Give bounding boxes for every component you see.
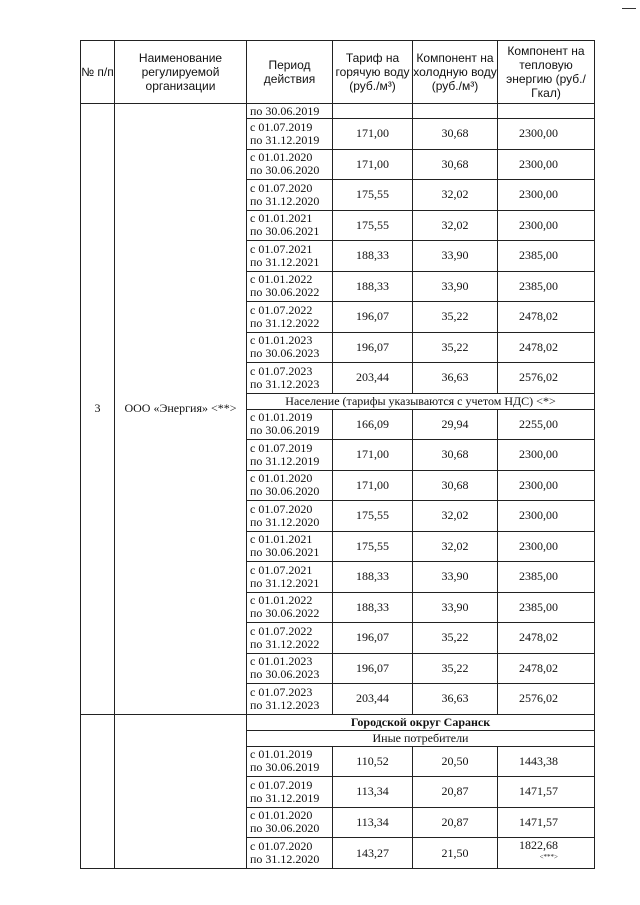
heat-value: 2478,02 [498,332,595,363]
tariff-value: 171,00 [333,440,413,471]
section-row [81,714,595,730]
period-cell: по 30.06.2019 [247,104,333,119]
cold-value: 35,22 [413,653,498,684]
period-from: с 01.07.2019 [250,777,313,792]
heat-value: 2576,02 [498,684,595,715]
period-to: по 30.06.2019 [250,760,320,775]
period-to: по 31.12.2019 [250,790,320,805]
heat-value: 2478,02 [498,302,595,333]
period-to: по 30.06.2020 [250,163,320,178]
cold-value: 30,68 [413,149,498,180]
period-from: с 01.01.2020 [250,471,313,486]
header-cold: Компонент на холодную воду (руб./м³) [413,41,498,104]
heat-value: 2300,00 [498,470,595,501]
period-to: по 30.06.2022 [250,606,320,621]
cold-value: 33,90 [413,592,498,623]
heat-value: 2300,00 [498,440,595,471]
period-from: с 01.07.2019 [250,119,313,134]
cold-value [413,104,498,119]
cold-value: 32,02 [413,180,498,211]
heat-value-text: 1822,68 [519,838,558,852]
scan-mark [622,8,636,9]
cold-value: 36,63 [413,684,498,715]
row-number-empty [81,714,115,869]
cold-value: 20,87 [413,777,498,808]
cold-value: 32,02 [413,210,498,241]
period-from: с 01.01.2019 [250,747,313,762]
heat-value: 2576,02 [498,363,595,394]
cold-value: 29,94 [413,409,498,440]
period-to: по 30.06.2020 [250,484,320,499]
cold-value: 35,22 [413,302,498,333]
period-cell [247,409,333,440]
cold-value: 33,90 [413,562,498,593]
period-from: с 01.01.2022 [250,272,313,287]
tariff-value: 113,34 [333,807,413,838]
period-cell [247,302,333,333]
period-cell [247,653,333,684]
period-from: с 01.01.2023 [250,333,313,348]
header-row [81,41,595,104]
period-to: по 30.06.2022 [250,285,320,300]
period-from: с 01.01.2022 [250,593,313,608]
period-cell [247,562,333,593]
tariff-value: 196,07 [333,332,413,363]
period-cell [247,838,333,869]
heat-value: 1471,57 [498,777,595,808]
period-from: с 01.07.2020 [250,839,313,853]
period-to: по 30.06.2019 [250,423,320,438]
heat-value: 1471,57 [498,807,595,838]
heat-value: 2300,00 [498,210,595,241]
period-to: по 30.06.2021 [250,224,320,239]
period-cell [247,501,333,532]
cold-value: 30,68 [413,470,498,501]
period-cell [247,746,333,777]
cold-value: 20,50 [413,746,498,777]
period-cell [247,332,333,363]
period-cell [247,470,333,501]
tariff-value: 196,07 [333,623,413,654]
period-from: с 01.01.2020 [250,808,313,823]
period-from: с 01.07.2019 [250,440,313,455]
period-to: по 31.12.2023 [250,376,320,391]
tariff-value: 175,55 [333,210,413,241]
period-to: по 31.12.2020 [250,193,320,208]
heat-value: 2385,00 [498,241,595,272]
period-cell [247,363,333,394]
period-cell [247,271,333,302]
tariff-value [333,104,413,119]
heat-value: 2385,00 [498,592,595,623]
period-to: по 31.12.2022 [250,315,320,330]
tariff-value: 196,07 [333,653,413,684]
tariff-value: 143,27 [333,838,413,869]
heat-value: 2478,02 [498,653,595,684]
cold-value: 20,87 [413,807,498,838]
header-heat: Компонент на тепловую энергию (руб./Гкал) [498,41,595,104]
period-cell [247,531,333,562]
tariff-value: 171,00 [333,119,413,150]
heat-value: 2385,00 [498,562,595,593]
cold-value: 35,22 [413,332,498,363]
organization-empty [115,714,247,869]
period-from: с 01.01.2021 [250,211,313,226]
period-to: по 31.12.2020 [250,852,320,866]
period-to: по 31.12.2023 [250,697,320,712]
cold-value: 32,02 [413,531,498,562]
row-number: 3 [81,104,115,715]
period-cell [247,119,333,150]
tariff-value: 175,55 [333,501,413,532]
period-to: по 31.12.2021 [250,254,320,269]
tariff-value: 188,33 [333,592,413,623]
heat-value: 2478,02 [498,623,595,654]
period-from: с 01.07.2021 [250,241,313,256]
period-to: по 31.12.2019 [250,453,320,468]
period-from: с 01.01.2021 [250,532,313,547]
header-period: Период действия [247,41,333,104]
period-cell [247,440,333,471]
period-cell [247,807,333,838]
heat-value [498,838,595,869]
tariff-value: 166,09 [333,409,413,440]
tariff-value: 171,00 [333,470,413,501]
heat-value [498,104,595,119]
tariff-value: 188,33 [333,562,413,593]
period-cell [247,777,333,808]
tariff-value: 175,55 [333,531,413,562]
cold-value: 32,02 [413,501,498,532]
period-to: по 30.06.2023 [250,346,320,361]
heat-value: 2300,00 [498,501,595,532]
tariff-value: 110,52 [333,746,413,777]
period-to: по 30.06.2020 [250,821,320,836]
period-from: с 01.07.2021 [250,562,313,577]
cold-value: 30,68 [413,440,498,471]
tariff-value: 203,44 [333,363,413,394]
organization-name: ООО «Энергия» <**> [115,104,247,715]
period-from: с 01.01.2020 [250,150,313,165]
heat-value: 2385,00 [498,271,595,302]
period-from: с 01.07.2023 [250,363,313,378]
tariff-table [80,40,595,869]
cold-value: 30,68 [413,119,498,150]
period-cell [247,684,333,715]
section-other: Иные потребители [247,730,595,746]
period-from: с 01.07.2022 [250,302,313,317]
footnote-mark: <***> [539,853,558,861]
tariff-value: 171,00 [333,149,413,180]
cold-value: 33,90 [413,271,498,302]
table-row [81,104,595,119]
header-org: Наименование регулируемой организации [115,41,247,104]
period-cell [247,149,333,180]
period-to: по 31.12.2022 [250,636,320,651]
cold-value: 33,90 [413,241,498,272]
period-to: по 30.06.2021 [250,545,320,560]
header-num: № п/п [81,41,115,104]
cold-value: 36,63 [413,363,498,394]
period-to: по 30.06.2023 [250,667,320,682]
period-to: по 31.12.2020 [250,514,320,529]
tariff-value: 175,55 [333,180,413,211]
tariff-value: 188,33 [333,241,413,272]
heat-value: 2255,00 [498,409,595,440]
heat-value: 2300,00 [498,180,595,211]
section-population: Население (тарифы указываются с учетом НДС) <*> [247,393,595,409]
cold-value: 21,50 [413,838,498,869]
cold-value: 35,22 [413,623,498,654]
period-from: с 01.07.2020 [250,180,313,195]
period-from: с 01.07.2020 [250,501,313,516]
period-cell [247,241,333,272]
period-cell [247,180,333,211]
tariff-value: 188,33 [333,271,413,302]
period-cell [247,210,333,241]
tariff-value: 196,07 [333,302,413,333]
heat-value: 1443,38 [498,746,595,777]
period-from: с 01.01.2023 [250,654,313,669]
period-from: с 01.07.2022 [250,623,313,638]
period-to: по 31.12.2021 [250,575,320,590]
heat-value: 2300,00 [498,149,595,180]
tariff-value: 113,34 [333,777,413,808]
period-from: с 01.01.2019 [250,410,313,425]
period-from: с 01.07.2023 [250,684,313,699]
heat-value: 2300,00 [498,531,595,562]
section-city: Городской округ Саранск [247,714,595,730]
period-cell [247,592,333,623]
header-tariff: Тариф на горячую воду (руб./м³) [333,41,413,104]
tariff-value: 203,44 [333,684,413,715]
heat-value: 2300,00 [498,119,595,150]
period-to: по 31.12.2019 [250,132,320,147]
period-cell [247,623,333,654]
